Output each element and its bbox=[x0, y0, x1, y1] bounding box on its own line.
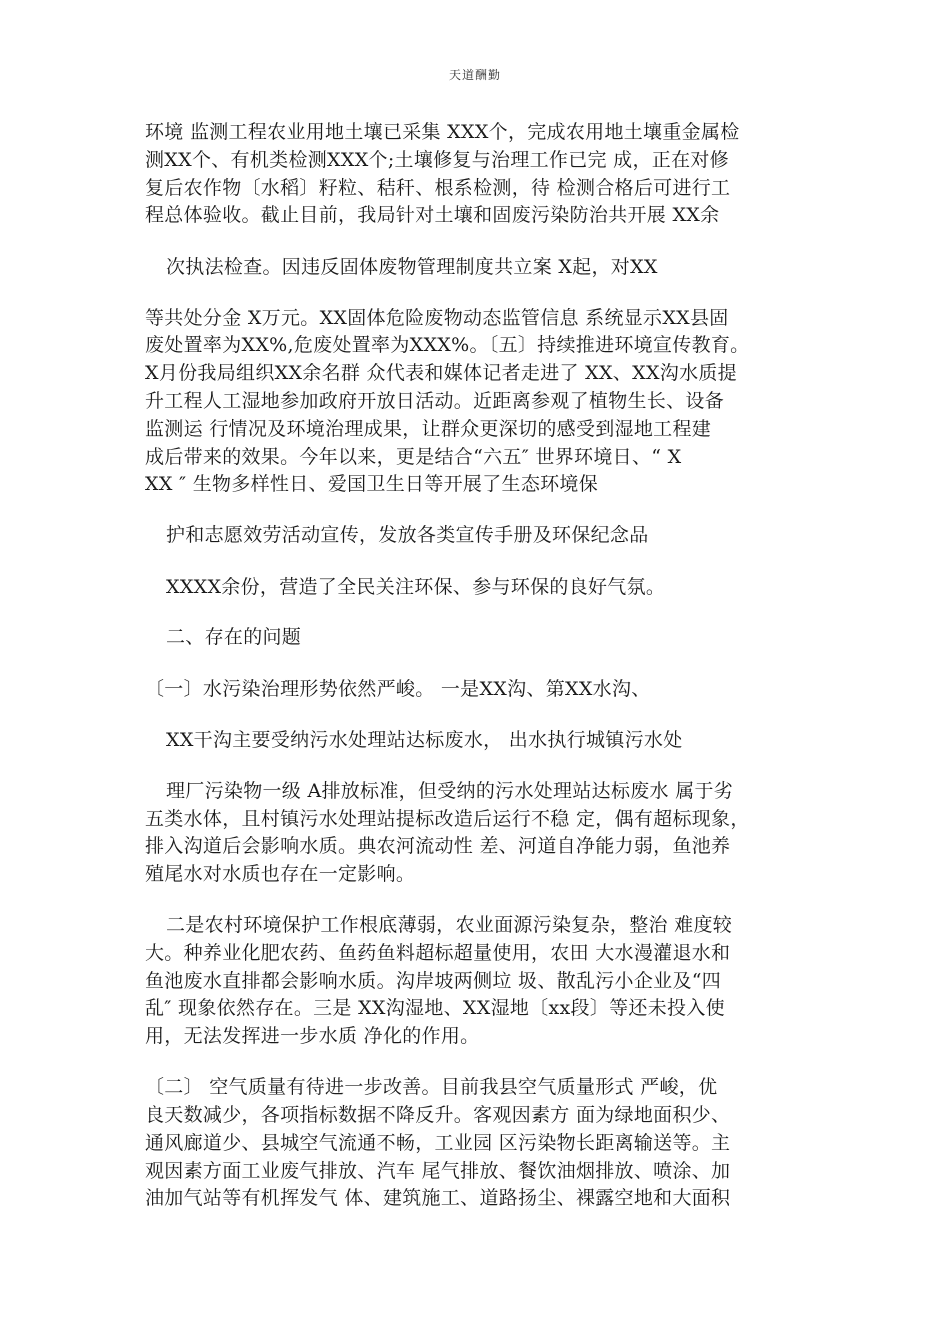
text-line: 等共处分金 X万元。XX固体危险废物动态监管信息 系统显示XX县固 bbox=[145, 307, 729, 329]
text-line: 大。种养业化肥农药、鱼药鱼料超标超量使用，农田 大水漫灌退水和 bbox=[145, 942, 731, 964]
text-line: 鱼池废水直排都会影响水质。沟岸坡两侧垃 圾、散乱污小企业及“四 bbox=[145, 970, 722, 992]
text-line: XX干沟主要受纳污水处理站达标废水， 出水执行城镇污水处 bbox=[166, 729, 683, 751]
page-header: 天道酬勤 bbox=[448, 68, 501, 82]
text-line: 成后带来的效果。今年以来，更是结合“六五″ 世界环境日、“ X bbox=[145, 446, 682, 468]
text-line: 通风廊道少、县城空气流通不畅，工业园 区污染物长距离输送等。主 bbox=[145, 1132, 731, 1154]
text-line: 程总体验收。截止目前，我局针对土壤和固废污染防治共开展 XX余 bbox=[145, 204, 720, 226]
text-line: 五类水体，且村镇污水处理站提标改造后运行不稳 定，偶有超标现象， bbox=[145, 808, 750, 830]
text-line: 〔二〕 空气质量有待进一步改善。目前我县空气质量形式 严峻，优 bbox=[145, 1076, 718, 1098]
text-line: 用，无法发挥进一步水质 净化的作用。 bbox=[145, 1025, 480, 1047]
text-line: XXXX余份，营造了全民关注环保、参与环保的良好气氛。 bbox=[166, 576, 666, 598]
text-line: XX ″ 生物多样性日、爱国卫生日等开展了生态环境保 bbox=[145, 473, 599, 495]
text-line: 观因素方面工业废气排放、汽车 尾气排放、餐饮油烟排放、喷涂、加 bbox=[145, 1160, 731, 1182]
text-line: 理厂污染物一级 A排放标准，但受纳的污水处理站达标废水 属于劣 bbox=[166, 780, 734, 802]
text-line: 排入沟道后会影响水质。典农河流动性 差、河道自净能力弱，鱼池养 bbox=[145, 835, 731, 857]
text-line: 升工程人工湿地参加政府开放日活动。近距离参观了植物生长、设备 bbox=[145, 390, 725, 412]
text-line: 护和志愿效劳活动宣传，发放各类宣传手册及环保纪念品 bbox=[166, 524, 649, 546]
text-line: 环境 监测工程农业用地土壤已采集 XXX个，完成农用地土壤重金属检 bbox=[145, 121, 740, 143]
text-line: X月份我局组织XX余名群 众代表和媒体记者走进了 XX、XX沟水质提 bbox=[145, 362, 737, 384]
text-line: 〔一〕水污染治理形势依然严峻。 一是XX沟、第XX水沟、 bbox=[145, 678, 651, 700]
text-line: 油加气站等有机挥发气 体、建筑施工、道路扬尘、裸露空地和大面积 bbox=[145, 1187, 731, 1209]
text-line: 良天数减少，各项指标数据不降反升。客观因素方 面为绿地面积少、 bbox=[145, 1104, 731, 1126]
text-line: 复后农作物〔水稻〕籽粒、秸秆、根系检测，待 检测合格后可进行工 bbox=[145, 177, 731, 199]
text-line: 次执法检查。因违反固体废物管理制度共立案 X起，对XX bbox=[166, 256, 658, 278]
text-line: 二是农村环境保护工作根底薄弱，农业面源污染复杂，整治 难度较 bbox=[166, 914, 733, 936]
section-heading: 二、存在的问题 bbox=[166, 626, 302, 648]
text-line: 测XX个、有机类检测XXX个;土壤修复与治理工作已完 成，正在对修 bbox=[145, 149, 729, 171]
text-line: 乱″ 现象依然存在。三是 XX沟湿地、XX湿地〔xx段〕等还未投入使 bbox=[145, 997, 725, 1019]
text-line: 监测运 行情况及环境治理成果，让群众更深切的感受到湿地工程建 bbox=[145, 418, 712, 440]
text-line: 废处置率为XX%,危废处置率为XXX%。〔五〕持续推进环境宣传教育。 bbox=[145, 334, 750, 356]
text-line: 殖尾水对水质也存在一定影响。 bbox=[145, 863, 416, 885]
